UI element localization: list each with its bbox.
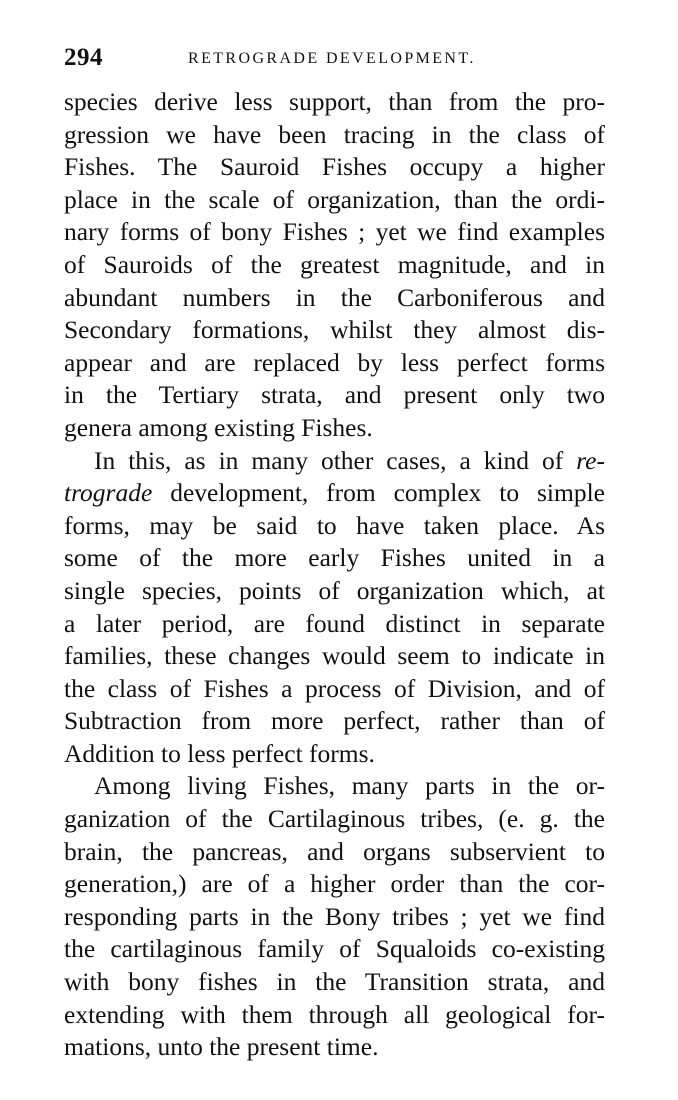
text-line: generation,) are of a higher order than the cor- bbox=[64, 869, 605, 899]
text-line: genera among existing Fishes. bbox=[64, 412, 373, 442]
text-run: In this, as in many other cases, a kind of bbox=[94, 445, 577, 475]
paragraph-1 bbox=[64, 86, 605, 445]
text-line: abundant numbers in the Carboniferous and bbox=[64, 282, 605, 312]
text-line: the cartilaginous family of Squaloids co-existing bbox=[64, 934, 605, 964]
italic-term: re- bbox=[576, 445, 605, 475]
text-line: brain, the pancreas, and organs subservient to bbox=[64, 836, 605, 866]
text-line: in the Tertiary strata, and present only two bbox=[64, 380, 605, 410]
text-line: of Sauroids of the greatest magnitude, and in bbox=[64, 249, 605, 279]
running-head bbox=[64, 44, 614, 76]
text-line: extending with them through all geological for- bbox=[64, 999, 605, 1029]
page-number: 294 bbox=[64, 44, 103, 71]
text-line: appear and are replaced by less perfect forms bbox=[64, 347, 605, 377]
text-line: Among living Fishes, many parts in the or- bbox=[94, 771, 605, 801]
text-line: Secondary formations, whilst they almost dis- bbox=[64, 315, 605, 345]
text-line: single species, points of organization which, at bbox=[64, 575, 605, 605]
text-line: Subtraction from more perfect, rather than of bbox=[64, 706, 605, 736]
paragraph-2 bbox=[64, 445, 605, 771]
italic-term: trograde bbox=[64, 478, 153, 508]
text-line: a later period, are found distinct in separate bbox=[64, 608, 605, 638]
text-line bbox=[64, 477, 605, 510]
text-line: place in the scale of organization, than the ordi- bbox=[64, 184, 605, 214]
text-line: Fishes. The Sauroid Fishes occupy a higher bbox=[64, 152, 605, 182]
text-line: nary forms of bony Fishes ; yet we find examples bbox=[64, 217, 605, 247]
running-title: RETROGRADE DEVELOPMENT. bbox=[188, 50, 476, 67]
text-line: ganization of the Cartilaginous tribes, (e. g. the bbox=[64, 804, 605, 834]
text-line: the class of Fishes a process of Division, and of bbox=[64, 673, 605, 703]
text-line: species derive less support, than from the pro- bbox=[64, 87, 605, 116]
text-line: Addition to less perfect forms. bbox=[64, 738, 375, 768]
text-line: gression we have been tracing in the class of bbox=[64, 119, 605, 149]
text-line: responding parts in the Bony tribes ; yet we find bbox=[64, 901, 605, 931]
text-line bbox=[64, 445, 605, 478]
text-line: some of the more early Fishes united in a bbox=[64, 543, 605, 573]
body-text bbox=[64, 86, 605, 1064]
paragraph-3 bbox=[64, 770, 605, 1063]
text-run: development, from complex to simple bbox=[152, 478, 605, 508]
text-line: families, these changes would seem to indicate in bbox=[64, 641, 605, 671]
text-line: mations, unto the present time. bbox=[64, 1032, 379, 1062]
text-line: forms, may be said to have taken place. As bbox=[64, 510, 605, 540]
text-line: with bony fishes in the Transition strata, and bbox=[64, 967, 605, 997]
